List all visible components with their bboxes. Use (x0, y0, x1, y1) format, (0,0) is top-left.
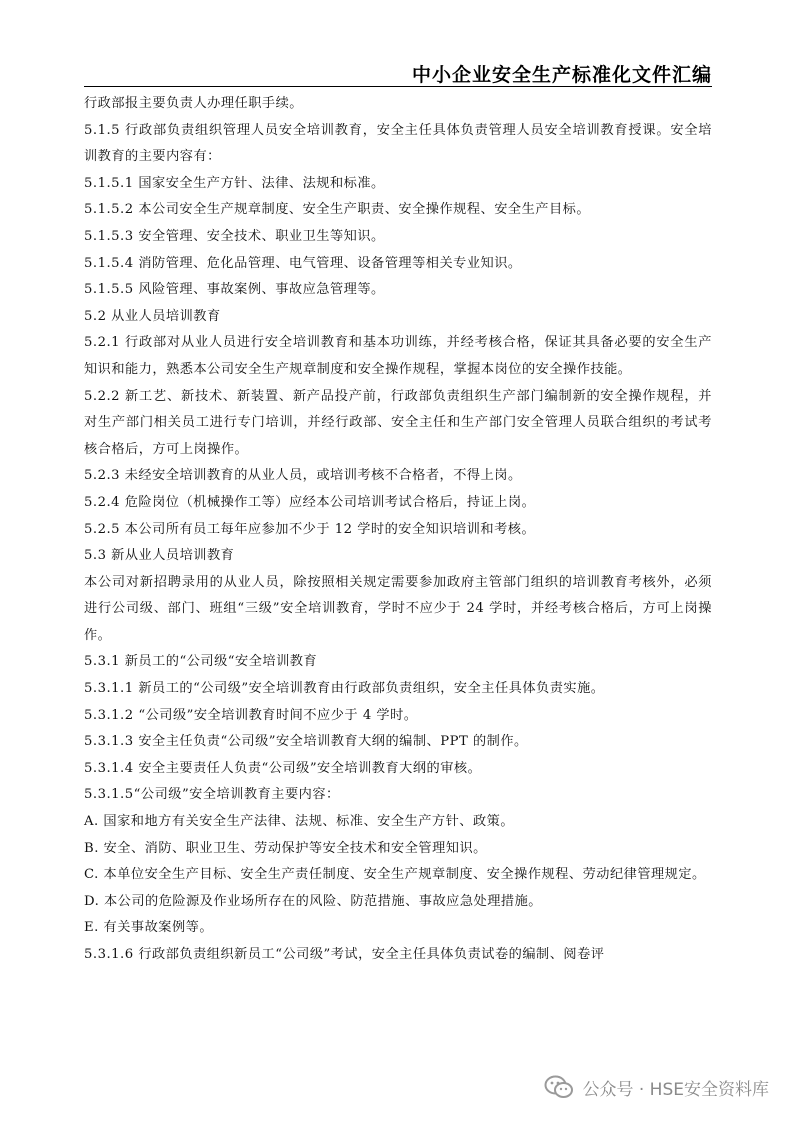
paragraph: 5.3.1.4 安全主要责任人负责“公司级”安全培训教育大纲的审核。 (84, 760, 482, 776)
paragraph: 5.2.3 未经安全培训教育的从业人员，或培训考核不合格者，不得上岗。 (84, 468, 522, 484)
watermark-text: 公众号 · HSE安全资料库 (582, 1079, 769, 1100)
section-heading: 5.2 从业人员培训教育 (84, 308, 221, 324)
paragraph: 5.2.2 新工艺、新技术、新装置、新产品投产前，行政部负责组织生产部门编制新的安全操作规程，并对生产部门相关员工进行专门培训，并经行政部、安全主任和生产部门安全管理人员联合组织的考试考核合格后，方可上岗操作。 (84, 388, 712, 457)
paragraph: 5.2.5 本公司所有员工每年应参加不少于 12 学时的安全知识培训和考核。 (84, 521, 536, 537)
paragraph: 5.3.1.1 新员工的“公司级”安全培训教育由行政部负责组织，安全主任具体负责实施。 (84, 681, 605, 697)
wechat-icon (544, 1074, 574, 1100)
paragraph: 5.1.5.1 国家安全生产方针、法律、法规和标准。 (84, 175, 385, 191)
paragraph: 5.3.1.5“公司级”安全培训教育主要内容： (84, 787, 340, 803)
paragraph: 5.2.4 危险岗位（机械操作工等）应经本公司培训考试合格后，持证上岗。 (84, 494, 536, 510)
paragraph: 5.1.5.3 安全管理、安全技术、职业卫生等知识。 (84, 228, 385, 244)
document-title: 中小企业安全生产标准化文件汇编 (411, 64, 712, 86)
list-item: B. 安全、消防、职业卫生、劳动保护等安全技术和安全管理知识。 (84, 840, 487, 856)
header-divider (84, 86, 712, 87)
page-header (84, 0, 712, 88)
list-item: E. 有关事故案例等。 (84, 920, 214, 936)
watermark (544, 1074, 769, 1100)
paragraph: 5.3.1.6 行政部负责组织新员工“公司级”考试，安全主任具体负责试卷的编制、阅卷评 (84, 947, 605, 962)
paragraph: 5.1.5 行政部负责组织管理人员安全培训教育，安全主任具体负责管理人员安全培训教育授课。安全培训教育的主要内容有： (84, 122, 712, 165)
paragraph: 5.3.1.2 “公司级”安全培训教育时间不应少于 4 学时。 (84, 707, 418, 723)
list-item: D. 本公司的危险源及作业场所存在的风险、防范措施、事故应急处理措施。 (84, 893, 542, 909)
paragraph: 5.1.5.2 本公司安全生产规章制度、安全生产职责、安全操作规程、安全生产目标。 (84, 202, 591, 218)
paragraph: 行政部报主要负责人办理任职手续。 (84, 96, 303, 111)
list-item: C. 本单位安全生产目标、安全生产责任制度、安全生产规章制度、安全操作规程、劳动纪律管理规定。 (84, 867, 706, 883)
section-heading: 5.3.1 新员工的“公司级“安全培训教育 (84, 654, 318, 670)
paragraph: 5.2.1 行政部对从业人员进行安全培训教育和基本功训练，并经考核合格，保证其具备必要的安全生产知识和能力，熟悉本公司安全生产规章制度和安全操作规程，掌握本岗位的安全操作技能。 (84, 335, 712, 377)
document-body (84, 91, 712, 969)
list-item: A. 国家和地方有关安全生产法律、法规、标准、安全生产方针、政策。 (84, 814, 515, 830)
paragraph: 5.1.5.5 风险管理、事故案例、事故应急管理等。 (84, 282, 385, 298)
paragraph: 5.3.1.3 安全主任负责“公司级”安全培训教育大纲的编制、PPT 的制作。 (84, 734, 528, 750)
section-heading: 5.3 新从业人员培训教育 (84, 548, 235, 564)
paragraph: 5.1.5.4 消防管理、危化品管理、电气管理、设备管理等相关专业知识。 (84, 255, 522, 271)
paragraph: 本公司对新招聘录用的从业人员，除按照相关规定需要参加政府主管部门组织的培训教育考核外，必须进行公司级、部门、班组“三级”安全培训教育，学时不应少于 24 学时，并经考核合格后，方可上岗操作。 (84, 574, 712, 643)
